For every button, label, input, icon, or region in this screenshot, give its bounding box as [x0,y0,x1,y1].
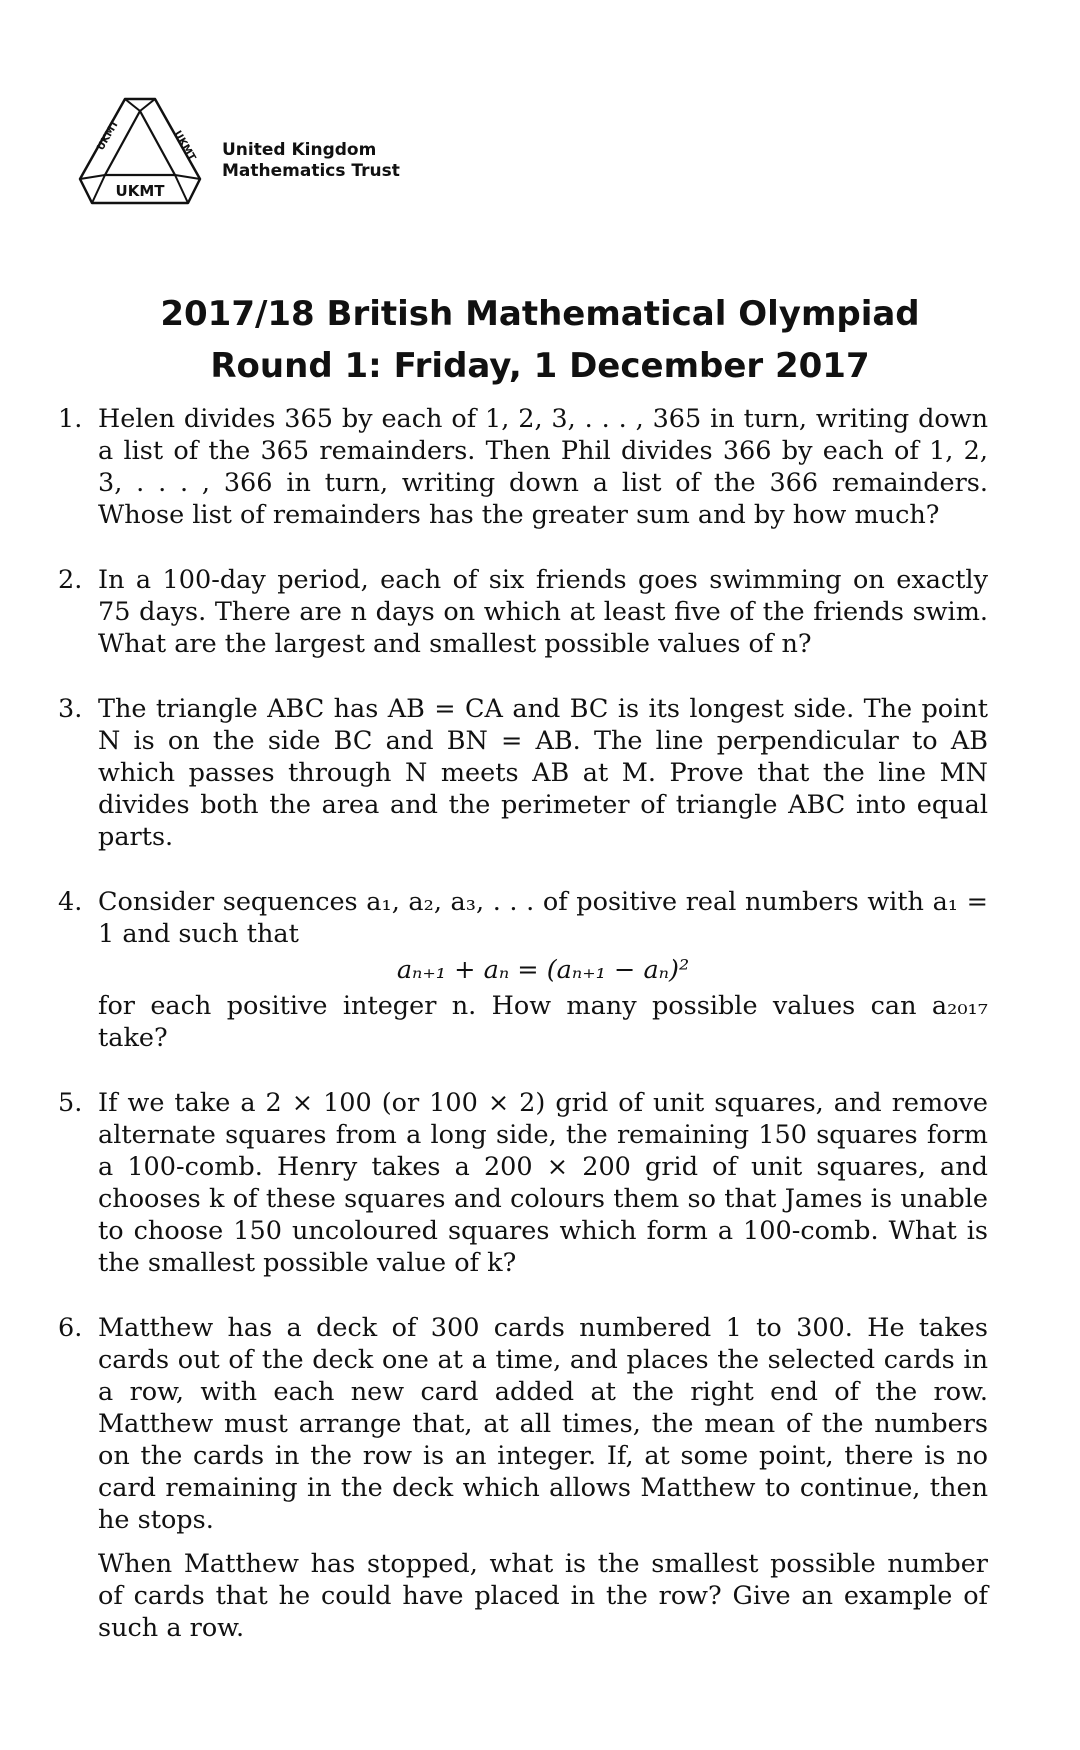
problem-list [58,403,988,1677]
problem-2 [58,564,988,660]
ukmt-logo [70,95,430,235]
problem-text: Helen divides 365 by each of 1, 2, 3, . . . , 365 in turn, writing down a list of the 365 remainders. Then Phil divides 366 by each of 1, 2, 3, . . . , 366 in turn, writing down a list of the 366 remainders. Whose list of remainders has the greater sum and by how much? [98,404,988,530]
problem-text: If we take a 2 × 100 (or 100 × 2) grid of unit squares, and remove alternate squares from a long side, the remaining 150 squares form a 100-comb. Henry takes a 200 × 200 grid of unit squares, and chooses k of these squares and colours them so that James is unable to choose 150 uncoloured squares which form a 100-comb. What is the smallest possible value of k? [98,1088,988,1278]
title-line-1: 2017/18 British Mathematical Olympiad [160,294,920,334]
problem-text-question: When Matthew has stopped, what is the smallest possible number of cards that he could have placed in the row? Give an example of such a row. [98,1549,988,1643]
problem-number: 3. [58,694,83,724]
problem-text-intro: Consider sequences a₁, a₂, a₃, . . . of positive real numbers with a₁ = 1 and such that [98,887,988,949]
problem-number: 6. [58,1313,83,1343]
ukmt-triangle-emblem [70,95,210,235]
logo-side-text-left: UKMT [95,118,122,153]
problem-number: 5. [58,1088,83,1118]
logo-bottom-text: UKMT [115,182,165,200]
problem-number: 1. [58,404,83,434]
title-line-2: Round 1: Friday, 1 December 2017 [210,346,870,386]
problem-text: The triangle ABC has AB = CA and BC is its longest side. The point N is on the side BC and BN = AB. The line perpendicular to AB which passes through N meets AB at M. Prove that the line MN divides both the area and the perimeter of triangle ABC into equal parts. [98,694,988,852]
problem-text: Matthew has a deck of 300 cards numbered 1 to 300. He takes cards out of the deck one at a time, and places the selected cards in a row, with each new card added at the right end of the row. Matthew must arrange that, at all times, the mean of the numbers on the cards in the row is an integer. If, at some point, there is no card remaining in the deck which allows Matthew to continue, then he stops. [98,1313,988,1535]
trust-name-line1: United Kingdom [222,140,377,160]
problem-5 [58,1087,988,1279]
problem-6 [58,1312,988,1644]
problem-number: 2. [58,565,83,595]
problem-1 [58,403,988,531]
problem-text: In a 100-day period, each of six friends goes swimming on exactly 75 days. There are n days on which at least five of the friends swim. What are the largest and smallest possible values of n? [98,565,988,659]
recurrence-equation: aₙ₊₁ + aₙ = (aₙ₊₁ − aₙ)² [396,955,690,985]
exam-title [0,288,1080,392]
logo-side-text-right: UKMT [171,129,198,163]
trust-name [222,140,400,182]
problem-4 [58,886,988,1054]
trust-name-line2: Mathematics Trust [222,161,400,181]
problem-text-question: for each positive integer n. How many possible values can a₂₀₁₇ take? [98,991,988,1053]
problem-3 [58,693,988,853]
problem-number: 4. [58,887,83,917]
